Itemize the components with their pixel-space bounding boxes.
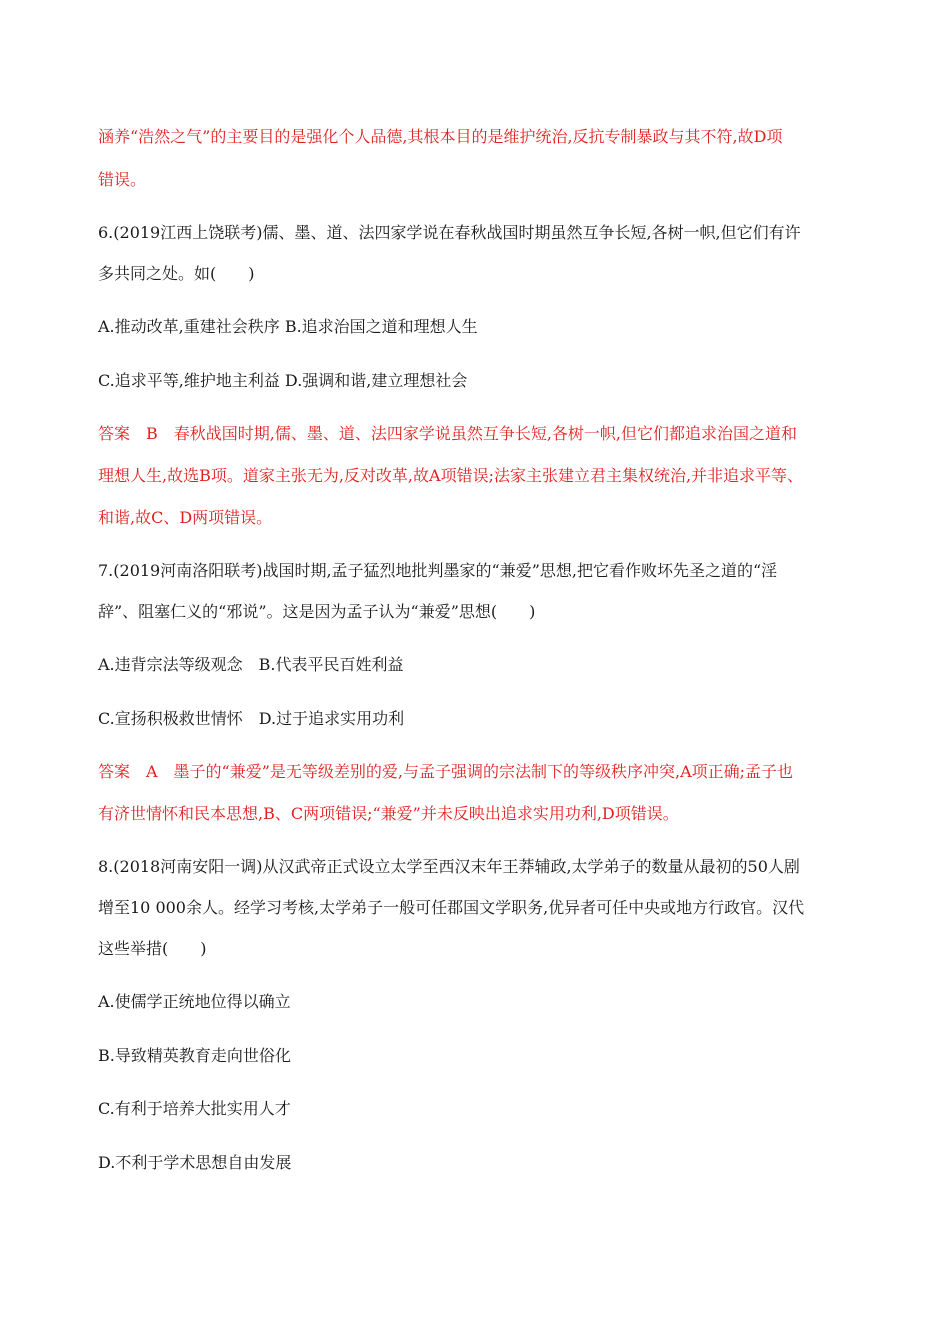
q6-stem-line-2: 多共同之处。如( ) [98,264,255,283]
q8-option-d: D.不利于学术思想自由发展 [98,1153,292,1172]
q6-options-cd: C.追求平等,维护地主利益 D.强调和谐,建立理想社会 [98,371,468,390]
q7-options-cd: C.宣扬积极救世情怀 D.过于追求实用功利 [98,709,405,728]
q7-stem-line-2: 辞”、阻塞仁义的“邪说”。这是因为孟子认为“兼爱”思想( ) [98,602,536,621]
q6-stem-line-1: 6.(2019江西上饶联考)儒、墨、道、法四家学说在春秋战国时期虽然互争长短,各树一帜,但它们有许 [98,223,801,242]
q8-option-a: A.使儒学正统地位得以确立 [98,992,291,1011]
q8-option-b: B.导致精英教育走向世俗化 [98,1046,291,1065]
q7-answer-line-1: 答案 A 墨子的“兼爱”是无等级差别的爱,与孟子强调的宗法制下的等级秩序冲突,A项正确;孟子也 [98,762,794,781]
q8-option-c: C.有利于培养大批实用人才 [98,1099,291,1118]
q8-stem-line-2: 增至10 000余人。经学习考核,太学弟子一般可任郡国文学职务,优异者可任中央或地方行政官。汉代 [98,898,805,917]
prev-answer-line-2: 错误。 [98,170,147,189]
q6-answer-line-3: 和谐,故C、D两项错误。 [98,508,273,527]
q6-options-ab: A.推动改革,重建社会秩序 B.追求治国之道和理想人生 [98,317,478,336]
q8-stem-line-3: 这些举措( ) [98,939,207,958]
q7-stem-line-1: 7.(2019河南洛阳联考)战国时期,孟子猛烈地批判墨家的“兼爱”思想,把它看作败坏先圣之道的“淫 [98,561,778,580]
q7-options-ab: A.违背宗法等级观念 B.代表平民百姓利益 [98,655,404,674]
prev-answer-line-1: 涵养“浩然之气”的主要目的是强化个人品德,其根本目的是维护统治,反抗专制暴政与其不符,故D项 [98,127,783,146]
q6-answer-line-2: 理想人生,故选B项。道家主张无为,反对改革,故A项错误;法家主张建立君主集权统治,并非追求平等、 [98,466,804,485]
q6-answer-line-1: 答案 B 春秋战国时期,儒、墨、道、法四家学说虽然互争长短,各树一帜,但它们都追求治国之道和 [98,424,798,443]
q8-stem-line-1: 8.(2018河南安阳一调)从汉武帝正式设立太学至西汉末年王莽辅政,太学弟子的数量从最初的50人剧 [98,857,800,876]
q7-answer-line-2: 有济世情怀和民本思想,B、C两项错误;“兼爱”并未反映出追求实用功利,D项错误。 [98,804,679,823]
